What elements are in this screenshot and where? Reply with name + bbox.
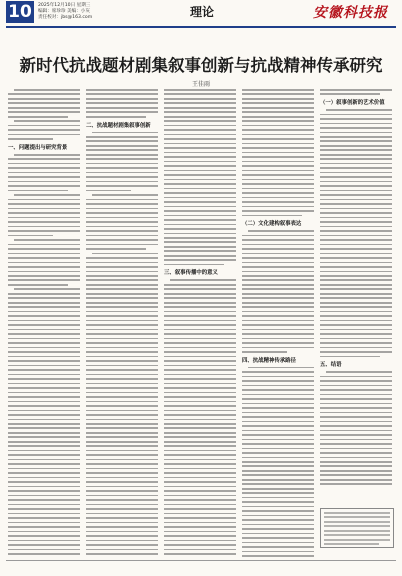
proofreader-line: 责任校对：jbs@163.com [38, 14, 93, 20]
section-heading-4: （一）叙事创新的艺术价值 [320, 100, 385, 107]
text-column-5 [320, 89, 392, 504]
text-column-3 [164, 89, 236, 558]
section-heading-5: （二）文化建构叙事表达 [242, 221, 302, 228]
text-column-2 [86, 89, 158, 558]
section-heading-7: 五、结语 [320, 362, 342, 369]
issue-date: 2025年12月10日 星期三 [38, 3, 91, 8]
article-byline: 王佳雨 [191, 81, 210, 88]
section-heading-2: 二、抗战题材剧集叙事创新 [86, 122, 151, 129]
header-rule [6, 26, 396, 28]
section-label: 理论 [190, 5, 215, 19]
author-note-box [320, 508, 394, 548]
issue-meta [38, 3, 92, 20]
masthead-logo: 安徽科技报 [313, 5, 388, 21]
section-heading-3: 三、叙事传播中的意义 [164, 270, 218, 277]
editor-line: 编辑：席珍珍 美编：小灰 [38, 8, 90, 14]
page-header [0, 0, 402, 26]
section-heading-6: 四、抗战精神传承路径 [242, 357, 296, 364]
article-title: 新时代抗战题材剧集叙事创新与抗战精神传承研究 [19, 56, 383, 75]
footer-rule [6, 560, 396, 561]
section-heading-1: 一、问题提出与研究背景 [8, 144, 68, 151]
text-column-1 [8, 89, 80, 558]
text-column-4 [242, 89, 314, 558]
page-number: 10 [6, 1, 34, 23]
